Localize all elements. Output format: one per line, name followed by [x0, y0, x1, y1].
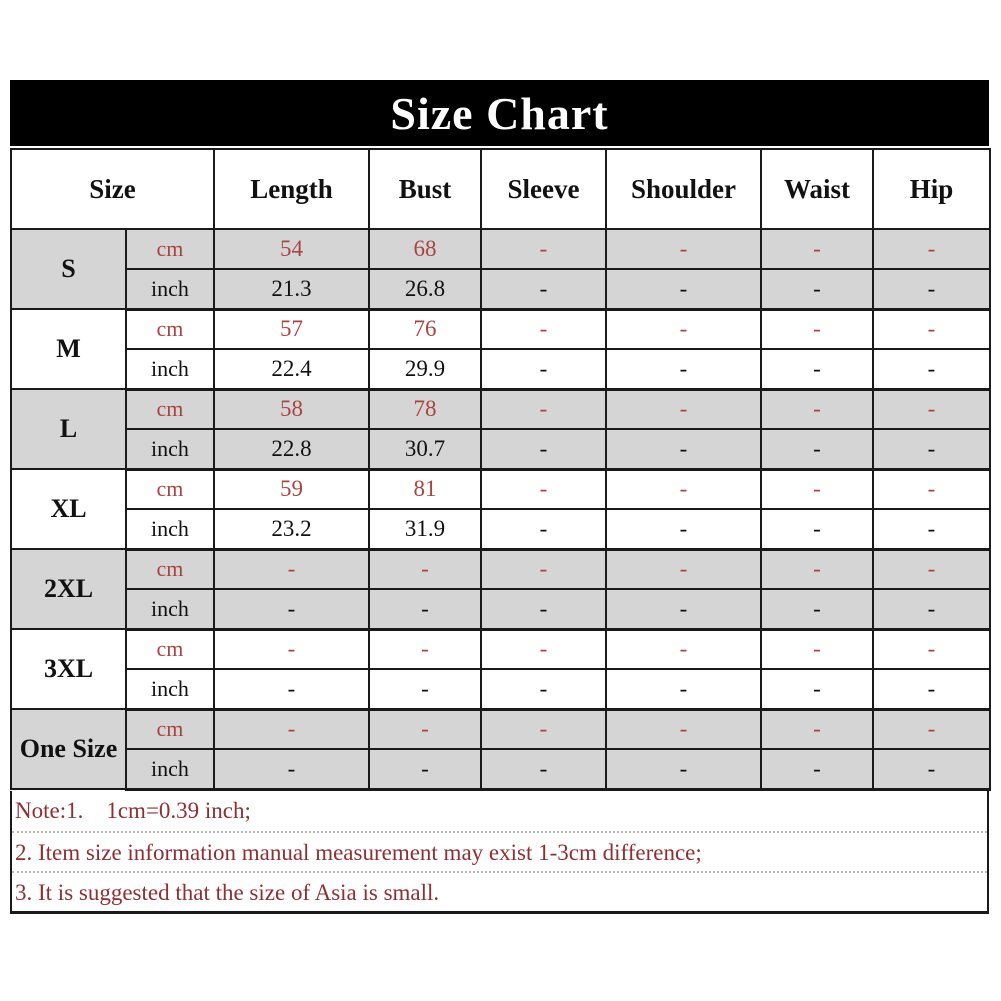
value-cell: - — [873, 669, 990, 709]
value-cell: - — [214, 709, 369, 749]
value-cell: - — [369, 629, 481, 669]
unit-label-cm: cm — [126, 309, 214, 349]
value-cell: - — [481, 669, 606, 709]
size-table — [10, 148, 991, 791]
table-row-onesize-inch — [11, 749, 990, 789]
notes-box — [10, 791, 989, 914]
value-cell: - — [873, 469, 990, 509]
table-row-s-cm — [11, 229, 990, 269]
value-cell: - — [481, 429, 606, 469]
value-cell: - — [873, 429, 990, 469]
unit-label-inch: inch — [126, 349, 214, 389]
value-cell: 78 — [369, 389, 481, 429]
value-cell: - — [761, 309, 873, 349]
value-cell: 57 — [214, 309, 369, 349]
table-row-onesize-cm — [11, 709, 990, 749]
value-cell: - — [606, 629, 761, 669]
value-cell: - — [606, 269, 761, 309]
table-row-3xl-cm — [11, 629, 990, 669]
value-cell: - — [761, 269, 873, 309]
value-cell: - — [481, 309, 606, 349]
unit-label-cm: cm — [126, 549, 214, 589]
value-cell: - — [481, 709, 606, 749]
table-row-2xl-cm — [11, 549, 990, 589]
value-cell: - — [606, 509, 761, 549]
value-cell: - — [606, 429, 761, 469]
page-title: Size Chart — [390, 87, 609, 139]
value-cell: 54 — [214, 229, 369, 269]
value-cell: - — [214, 669, 369, 709]
value-cell: - — [481, 469, 606, 509]
size-label: 3XL — [11, 629, 126, 709]
value-cell: - — [761, 389, 873, 429]
table-row-xl-cm — [11, 469, 990, 509]
value-cell: - — [761, 549, 873, 589]
size-label: XL — [11, 469, 126, 549]
size-label: M — [11, 309, 126, 389]
value-cell: - — [873, 269, 990, 309]
note-line-3: 3. It is suggested that the size of Asia is small. — [12, 871, 987, 911]
value-cell: - — [873, 629, 990, 669]
value-cell: 68 — [369, 229, 481, 269]
unit-label-cm: cm — [126, 629, 214, 669]
value-cell: 26.8 — [369, 269, 481, 309]
table-row-l-cm — [11, 389, 990, 429]
value-cell: - — [761, 669, 873, 709]
value-cell: 29.9 — [369, 349, 481, 389]
value-cell: - — [606, 309, 761, 349]
unit-label-inch: inch — [126, 749, 214, 789]
header-row — [11, 149, 990, 229]
value-cell: - — [481, 629, 606, 669]
size-label: S — [11, 229, 126, 309]
unit-label-inch: inch — [126, 429, 214, 469]
table-row-m-inch — [11, 349, 990, 389]
value-cell: - — [873, 509, 990, 549]
value-cell: - — [761, 509, 873, 549]
value-cell: - — [481, 749, 606, 789]
value-cell: - — [214, 629, 369, 669]
unit-label-inch: inch — [126, 509, 214, 549]
value-cell: - — [481, 389, 606, 429]
table-row-3xl-inch — [11, 669, 990, 709]
col-header-bust: Bust — [369, 149, 481, 229]
value-cell: - — [761, 629, 873, 669]
value-cell: 30.7 — [369, 429, 481, 469]
value-cell: 58 — [214, 389, 369, 429]
value-cell: - — [369, 749, 481, 789]
value-cell: - — [606, 469, 761, 509]
value-cell: - — [369, 669, 481, 709]
value-cell: - — [873, 549, 990, 589]
value-cell: - — [606, 669, 761, 709]
size-chart-graphic — [10, 80, 989, 914]
table-row-s-inch — [11, 269, 990, 309]
value-cell: - — [481, 549, 606, 589]
value-cell: - — [761, 469, 873, 509]
value-cell: - — [761, 429, 873, 469]
value-cell: - — [369, 549, 481, 589]
value-cell: - — [369, 709, 481, 749]
unit-label-cm: cm — [126, 469, 214, 509]
value-cell: - — [606, 549, 761, 589]
value-cell: 23.2 — [214, 509, 369, 549]
value-cell: - — [761, 349, 873, 389]
table-row-m-cm — [11, 309, 990, 349]
unit-label-cm: cm — [126, 709, 214, 749]
value-cell: - — [873, 229, 990, 269]
value-cell: - — [481, 229, 606, 269]
size-label: One Size — [11, 709, 126, 789]
col-header-size: Size — [11, 149, 214, 229]
unit-label-inch: inch — [126, 269, 214, 309]
value-cell: 59 — [214, 469, 369, 509]
value-cell: - — [214, 749, 369, 789]
value-cell: 22.8 — [214, 429, 369, 469]
value-cell: - — [873, 349, 990, 389]
value-cell: - — [481, 509, 606, 549]
value-cell: - — [873, 749, 990, 789]
unit-label-inch: inch — [126, 669, 214, 709]
value-cell: - — [873, 389, 990, 429]
unit-label-cm: cm — [126, 389, 214, 429]
col-header-shoulder: Shoulder — [606, 149, 761, 229]
value-cell: - — [214, 549, 369, 589]
value-cell: - — [761, 749, 873, 789]
col-header-waist: Waist — [761, 149, 873, 229]
value-cell: - — [481, 589, 606, 629]
value-cell: 76 — [369, 309, 481, 349]
value-cell: - — [606, 589, 761, 629]
value-cell: - — [606, 349, 761, 389]
value-cell: - — [761, 589, 873, 629]
unit-label-cm: cm — [126, 229, 214, 269]
col-header-sleeve: Sleeve — [481, 149, 606, 229]
value-cell: - — [873, 589, 990, 629]
value-cell: 22.4 — [214, 349, 369, 389]
table-row-xl-inch — [11, 509, 990, 549]
value-cell: 21.3 — [214, 269, 369, 309]
note-line-2: 2. Item size information manual measurement may exist 1-3cm difference; — [12, 831, 987, 871]
value-cell: - — [369, 589, 481, 629]
col-header-hip: Hip — [873, 149, 990, 229]
value-cell: - — [606, 229, 761, 269]
value-cell: 81 — [369, 469, 481, 509]
size-label: L — [11, 389, 126, 469]
value-cell: - — [761, 709, 873, 749]
value-cell: - — [761, 229, 873, 269]
unit-label-inch: inch — [126, 589, 214, 629]
col-header-length: Length — [214, 149, 369, 229]
value-cell: - — [214, 589, 369, 629]
value-cell: - — [606, 389, 761, 429]
title-bar — [10, 80, 989, 146]
value-cell: - — [606, 709, 761, 749]
value-cell: - — [606, 749, 761, 789]
size-label: 2XL — [11, 549, 126, 629]
value-cell: - — [873, 309, 990, 349]
value-cell: - — [873, 709, 990, 749]
table-row-l-inch — [11, 429, 990, 469]
value-cell: 31.9 — [369, 509, 481, 549]
table-row-2xl-inch — [11, 589, 990, 629]
value-cell: - — [481, 349, 606, 389]
note-line-1: Note:1. 1cm=0.39 inch; — [15, 797, 251, 823]
value-cell: - — [481, 269, 606, 309]
